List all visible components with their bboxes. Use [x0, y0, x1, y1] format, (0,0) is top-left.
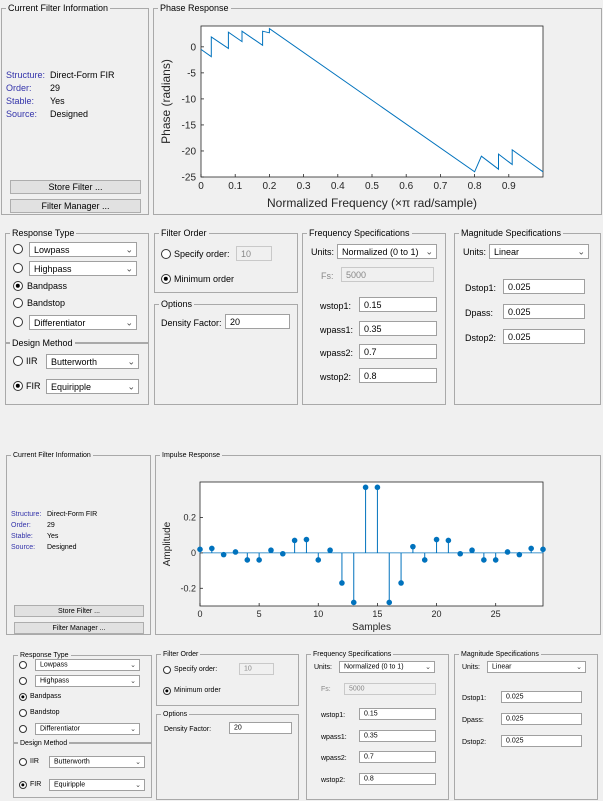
dstop1-label: Dstop1: — [462, 695, 487, 702]
input-text: 20 — [234, 724, 242, 732]
x-tick-label: 0 — [197, 609, 203, 619]
chevron-down-icon: ⌄ — [576, 664, 582, 671]
chevron-down-icon: ⌄ — [135, 782, 141, 789]
iir-label: IIR — [26, 356, 38, 366]
density-factor-input[interactable] — [225, 314, 290, 329]
chevron-down-icon: ⌄ — [425, 246, 433, 256]
x-tick-label: 0.1 — [228, 181, 243, 192]
bandpass-radio[interactable] — [13, 281, 23, 291]
stable-label: Stable: — [6, 96, 35, 106]
iir-label: IIR — [30, 758, 39, 765]
options-panel — [154, 299, 298, 405]
order-input[interactable] — [239, 663, 274, 675]
fs-input[interactable] — [344, 683, 436, 695]
panel-title: Filter Order — [163, 651, 199, 658]
select-text: Butterworth — [51, 356, 98, 367]
chevron-down-icon: ⌄ — [125, 263, 133, 273]
panel-title: Options — [161, 299, 193, 309]
dstop2-input[interactable] — [501, 735, 582, 747]
filter-order-panel — [154, 228, 298, 293]
frequency-units-select[interactable] — [339, 661, 435, 673]
y-tick-label: 0.2 — [183, 512, 196, 523]
specify-order-label: Specify order: — [174, 249, 230, 259]
panel-title: Frequency Specifications — [313, 651, 392, 658]
source-value: Designed — [50, 109, 89, 119]
minimum-order-radio[interactable] — [163, 687, 171, 695]
wpass2-label: wpass2: — [321, 755, 347, 762]
wstop1-label: wstop1: — [320, 301, 352, 311]
lowpass-radio[interactable] — [13, 244, 23, 254]
differentiator-radio[interactable] — [13, 317, 23, 327]
analysis-panel — [155, 452, 601, 635]
wpass2-input[interactable] — [359, 751, 436, 763]
stem-marker — [233, 549, 239, 555]
magnitude-units-select[interactable] — [489, 244, 589, 259]
x-tick-label: 0.9 — [501, 181, 516, 192]
stem-marker — [386, 600, 392, 606]
differentiator-select[interactable] — [35, 723, 140, 735]
store-filter-button[interactable]: Store Filter ... — [14, 605, 144, 617]
source-label: Source: — [11, 544, 36, 551]
input-text: 0.025 — [506, 715, 524, 723]
input-text: 0.8 — [364, 370, 377, 381]
stem-marker — [434, 537, 440, 543]
panel-title: Frequency Specifications — [309, 228, 410, 238]
input-text: 20 — [230, 316, 241, 327]
fs-label: Fs: — [321, 271, 334, 281]
iir-method-select[interactable] — [49, 756, 145, 768]
specify-order-radio[interactable] — [163, 666, 171, 674]
input-text: 0.025 — [506, 737, 524, 745]
stem-marker — [517, 552, 523, 558]
store-filter-button[interactable]: Store Filter ... — [10, 180, 141, 194]
structure-label: Structure: — [11, 511, 42, 518]
x-tick-label: 0.7 — [433, 181, 448, 192]
dstop2-input[interactable] — [503, 329, 585, 344]
response-type-panel — [5, 228, 149, 343]
minimum-order-label: Minimum order — [174, 274, 235, 284]
input-text: 0.025 — [506, 693, 524, 701]
order-input[interactable] — [236, 246, 272, 261]
units-label: Units: — [463, 247, 487, 257]
structure-value: Direct-Form FIR — [47, 511, 98, 518]
magnitude-spec-panel — [454, 651, 598, 800]
wstop1-input[interactable] — [359, 708, 436, 720]
design-method-panel — [13, 740, 152, 798]
fir-radio[interactable] — [13, 381, 23, 391]
input-text: 0.025 — [508, 306, 531, 317]
current-filter-info-panel — [1, 3, 149, 215]
input-text: 0.15 — [364, 710, 378, 718]
differentiator-radio[interactable] — [19, 725, 27, 733]
order-label: Order: — [6, 83, 32, 93]
source-value: Designed — [47, 544, 77, 551]
dstop2-label: Dstop2: — [465, 333, 497, 343]
y-tick-label: -5 — [187, 68, 196, 80]
lowpass-select[interactable] — [35, 659, 140, 671]
stable-label: Stable: — [11, 533, 33, 540]
wstop1-label: wstop1: — [321, 712, 346, 719]
select-text: Differentiator — [34, 317, 86, 328]
density-factor-input[interactable] — [229, 722, 292, 734]
x-tick-label: 25 — [490, 609, 501, 619]
wstop1-input[interactable] — [359, 297, 437, 312]
input-text: 5000 — [349, 685, 365, 693]
phase-response-chart — [154, 9, 601, 214]
structure-label: Structure: — [6, 70, 46, 80]
y-tick-label: -0.2 — [180, 583, 196, 594]
select-text: Equiripple — [54, 781, 86, 789]
stem-marker — [457, 551, 463, 557]
options-panel — [156, 711, 299, 800]
x-tick-label: 0.5 — [365, 181, 379, 192]
select-text: Lowpass — [34, 244, 70, 255]
dstop1-input[interactable] — [503, 279, 585, 294]
design-method-panel — [5, 338, 149, 405]
stem-marker — [221, 552, 227, 558]
chevron-down-icon: ⌄ — [127, 381, 135, 391]
bandstop-label: Bandstop — [27, 298, 66, 308]
dpass-label: Dpass: — [465, 308, 494, 318]
stem-marker — [410, 544, 416, 550]
stem-marker — [493, 557, 499, 563]
input-text: 0.35 — [364, 323, 382, 334]
select-text: Highpass — [40, 677, 70, 685]
stem-marker — [422, 557, 428, 563]
select-text: Linear — [494, 246, 520, 257]
fir-radio[interactable] — [19, 781, 27, 789]
impulse-response-chart — [156, 456, 600, 634]
structure-value: Direct-Form FIR — [50, 70, 115, 80]
select-text: Normalized (0 to 1) — [344, 663, 404, 671]
input-text: 0.025 — [508, 281, 531, 292]
chevron-down-icon: ⌄ — [425, 664, 431, 671]
stem-marker — [209, 546, 215, 552]
units-label: Units: — [311, 247, 335, 257]
panel-title: Filter Order — [161, 228, 207, 238]
chevron-down-icon: ⌄ — [125, 317, 133, 327]
input-text: 10 — [241, 248, 252, 259]
bandpass-label: Bandpass — [27, 281, 68, 291]
panel-title: Design Method — [12, 338, 73, 348]
stem-marker — [304, 537, 310, 543]
x-axis-label: Normalized Frequency (×π rad/sample) — [266, 196, 478, 210]
frequency-spec-panel — [306, 651, 449, 800]
stem-marker — [528, 546, 534, 552]
stem-marker — [540, 547, 546, 553]
chevron-down-icon: ⌄ — [127, 356, 135, 366]
iir-radio[interactable] — [13, 356, 23, 366]
x-tick-label: 20 — [431, 609, 442, 619]
stem-marker — [315, 557, 321, 563]
input-text: 0.8 — [364, 775, 374, 783]
chevron-down-icon: ⌄ — [577, 246, 585, 256]
filter-manager-button[interactable]: Filter Manager ... — [10, 199, 141, 213]
stem-marker — [505, 549, 511, 555]
y-axis-label: Phase (radians) — [159, 59, 173, 144]
magnitude-units-select[interactable] — [487, 661, 586, 673]
stem-marker — [375, 485, 381, 491]
select-text: Linear — [492, 663, 512, 671]
wstop2-input[interactable] — [359, 773, 436, 785]
stem-marker — [339, 580, 345, 586]
wstop2-label: wstop2: — [320, 372, 352, 382]
chevron-down-icon: ⌄ — [130, 662, 136, 669]
frequency-units-select[interactable] — [337, 244, 437, 259]
panel-title: Design Method — [20, 740, 68, 747]
x-axis-label: Samples — [352, 622, 391, 633]
bandstop-label: Bandstop — [30, 709, 60, 716]
stem-marker — [268, 547, 274, 553]
wpass1-input[interactable] — [359, 321, 437, 336]
y-tick-label: 0 — [190, 547, 196, 558]
stem-marker — [469, 547, 475, 553]
x-tick-label: 0.3 — [296, 181, 311, 192]
panel-title: Magnitude Specifications — [461, 651, 539, 658]
stem-marker — [292, 538, 298, 544]
current-filter-info-panel — [6, 452, 151, 635]
bottom-filter-designer — [0, 446, 603, 801]
y-axis-label: Amplitude — [162, 521, 173, 567]
frequency-spec-panel — [302, 228, 446, 405]
analysis-panel — [153, 3, 602, 215]
dpass-input[interactable] — [501, 713, 582, 725]
iir-radio[interactable] — [19, 758, 27, 766]
input-text: 5000 — [346, 269, 367, 280]
input-text: 0.15 — [364, 299, 382, 310]
input-text: 0.7 — [364, 346, 377, 357]
iir-method-select[interactable] — [46, 354, 139, 369]
density-factor-label: Density Factor: — [161, 318, 222, 328]
x-tick-label: 0.2 — [262, 181, 277, 192]
wpass2-label: wpass2: — [320, 348, 354, 358]
stem-marker — [398, 580, 404, 586]
dstop1-input[interactable] — [501, 691, 582, 703]
specify-order-radio[interactable] — [161, 249, 171, 259]
panel-title: Magnitude Specifications — [461, 228, 562, 238]
panel-title: Response Type — [12, 228, 75, 238]
fir-label: FIR — [26, 381, 41, 391]
y-tick-label: -25 — [181, 172, 196, 184]
bandstop-radio[interactable] — [19, 709, 27, 717]
units-label: Units: — [462, 664, 480, 671]
response-type-panel — [13, 652, 152, 743]
chevron-down-icon: ⌄ — [135, 759, 141, 766]
units-label: Units: — [314, 664, 332, 671]
wpass1-label: wpass1: — [320, 325, 354, 335]
density-factor-label: Density Factor: — [164, 726, 212, 733]
stem-marker — [280, 551, 286, 557]
highpass-select[interactable] — [35, 675, 140, 687]
panel-title: Current Filter Information — [8, 3, 109, 13]
chevron-down-icon: ⌄ — [125, 244, 133, 254]
fs-label: Fs: — [321, 686, 331, 693]
minimum-order-label: Minimum order — [174, 687, 221, 694]
fs-input[interactable] — [341, 267, 434, 282]
order-value: 29 — [50, 83, 61, 93]
y-tick-label: 0 — [190, 42, 196, 54]
plot-area — [200, 482, 543, 606]
stable-value: Yes — [50, 96, 65, 106]
input-text: 10 — [244, 665, 252, 673]
fir-label: FIR — [30, 781, 42, 788]
select-text: Normalized (0 to 1) — [342, 246, 419, 257]
bandstop-radio[interactable] — [13, 298, 23, 308]
panel-title: Phase Response — [160, 3, 229, 13]
wpass1-label: wpass1: — [321, 734, 347, 741]
select-text: Differentiator — [40, 725, 80, 733]
stem-marker — [446, 538, 452, 544]
highpass-radio[interactable] — [13, 263, 23, 273]
select-text: Highpass — [34, 263, 72, 274]
panel-title: Current Filter Information — [13, 452, 91, 459]
minimum-order-radio[interactable] — [161, 274, 171, 284]
highpass-select[interactable] — [29, 261, 137, 276]
magnitude-spec-panel — [454, 228, 601, 405]
y-tick-label: -10 — [181, 94, 196, 106]
differentiator-select[interactable] — [29, 315, 137, 330]
x-tick-label: 10 — [313, 609, 324, 619]
plot-area — [201, 26, 543, 177]
lowpass-radio[interactable] — [19, 661, 27, 669]
wstop2-label: wstop2: — [321, 777, 346, 784]
x-tick-label: 0 — [198, 181, 204, 192]
stem-marker — [363, 485, 369, 491]
input-text: 0.025 — [508, 331, 531, 342]
lowpass-select[interactable] — [29, 242, 137, 257]
dpass-input[interactable] — [503, 304, 585, 319]
stem-marker — [197, 547, 203, 553]
chevron-down-icon: ⌄ — [130, 726, 136, 733]
stable-value: Yes — [47, 533, 59, 540]
wpass1-input[interactable] — [359, 730, 436, 742]
panel-title: Impulse Response — [162, 452, 220, 459]
x-tick-label: 5 — [256, 609, 262, 619]
x-tick-label: 15 — [372, 609, 383, 619]
bandpass-radio[interactable] — [19, 693, 27, 701]
panel-title: Response Type — [20, 652, 69, 659]
input-text: 0.7 — [364, 753, 374, 761]
y-tick-label: -20 — [181, 146, 196, 158]
select-text: Equiripple — [51, 381, 92, 392]
stem-marker — [481, 557, 487, 563]
fir-method-select[interactable] — [46, 379, 139, 394]
y-tick-label: -15 — [181, 120, 196, 132]
select-text: Lowpass — [40, 661, 68, 669]
stem-marker — [245, 557, 251, 563]
highpass-radio[interactable] — [19, 677, 27, 685]
order-value: 29 — [47, 522, 55, 529]
input-text: 0.35 — [364, 732, 378, 740]
stem-marker — [351, 600, 357, 606]
dpass-label: Dpass: — [462, 717, 484, 724]
panel-title: Options — [163, 711, 188, 718]
filter-order-panel — [156, 651, 299, 706]
stem-marker — [327, 547, 333, 553]
x-tick-label: 0.8 — [467, 181, 482, 192]
bandpass-label: Bandpass — [30, 693, 62, 700]
dstop2-label: Dstop2: — [462, 739, 487, 746]
fir-method-select[interactable] — [49, 779, 145, 791]
source-label: Source: — [6, 109, 38, 119]
select-text: Butterworth — [54, 758, 90, 766]
stem-marker — [256, 557, 262, 563]
chevron-down-icon: ⌄ — [130, 678, 136, 685]
x-tick-label: 0.6 — [399, 181, 414, 192]
order-label: Order: — [11, 522, 31, 529]
dstop1-label: Dstop1: — [465, 283, 497, 293]
wstop2-input[interactable] — [359, 368, 437, 383]
filter-manager-button[interactable]: Filter Manager ... — [14, 622, 144, 634]
x-tick-label: 0.4 — [330, 181, 345, 192]
specify-order-label: Specify order: — [174, 666, 218, 673]
wpass2-input[interactable] — [359, 344, 437, 359]
